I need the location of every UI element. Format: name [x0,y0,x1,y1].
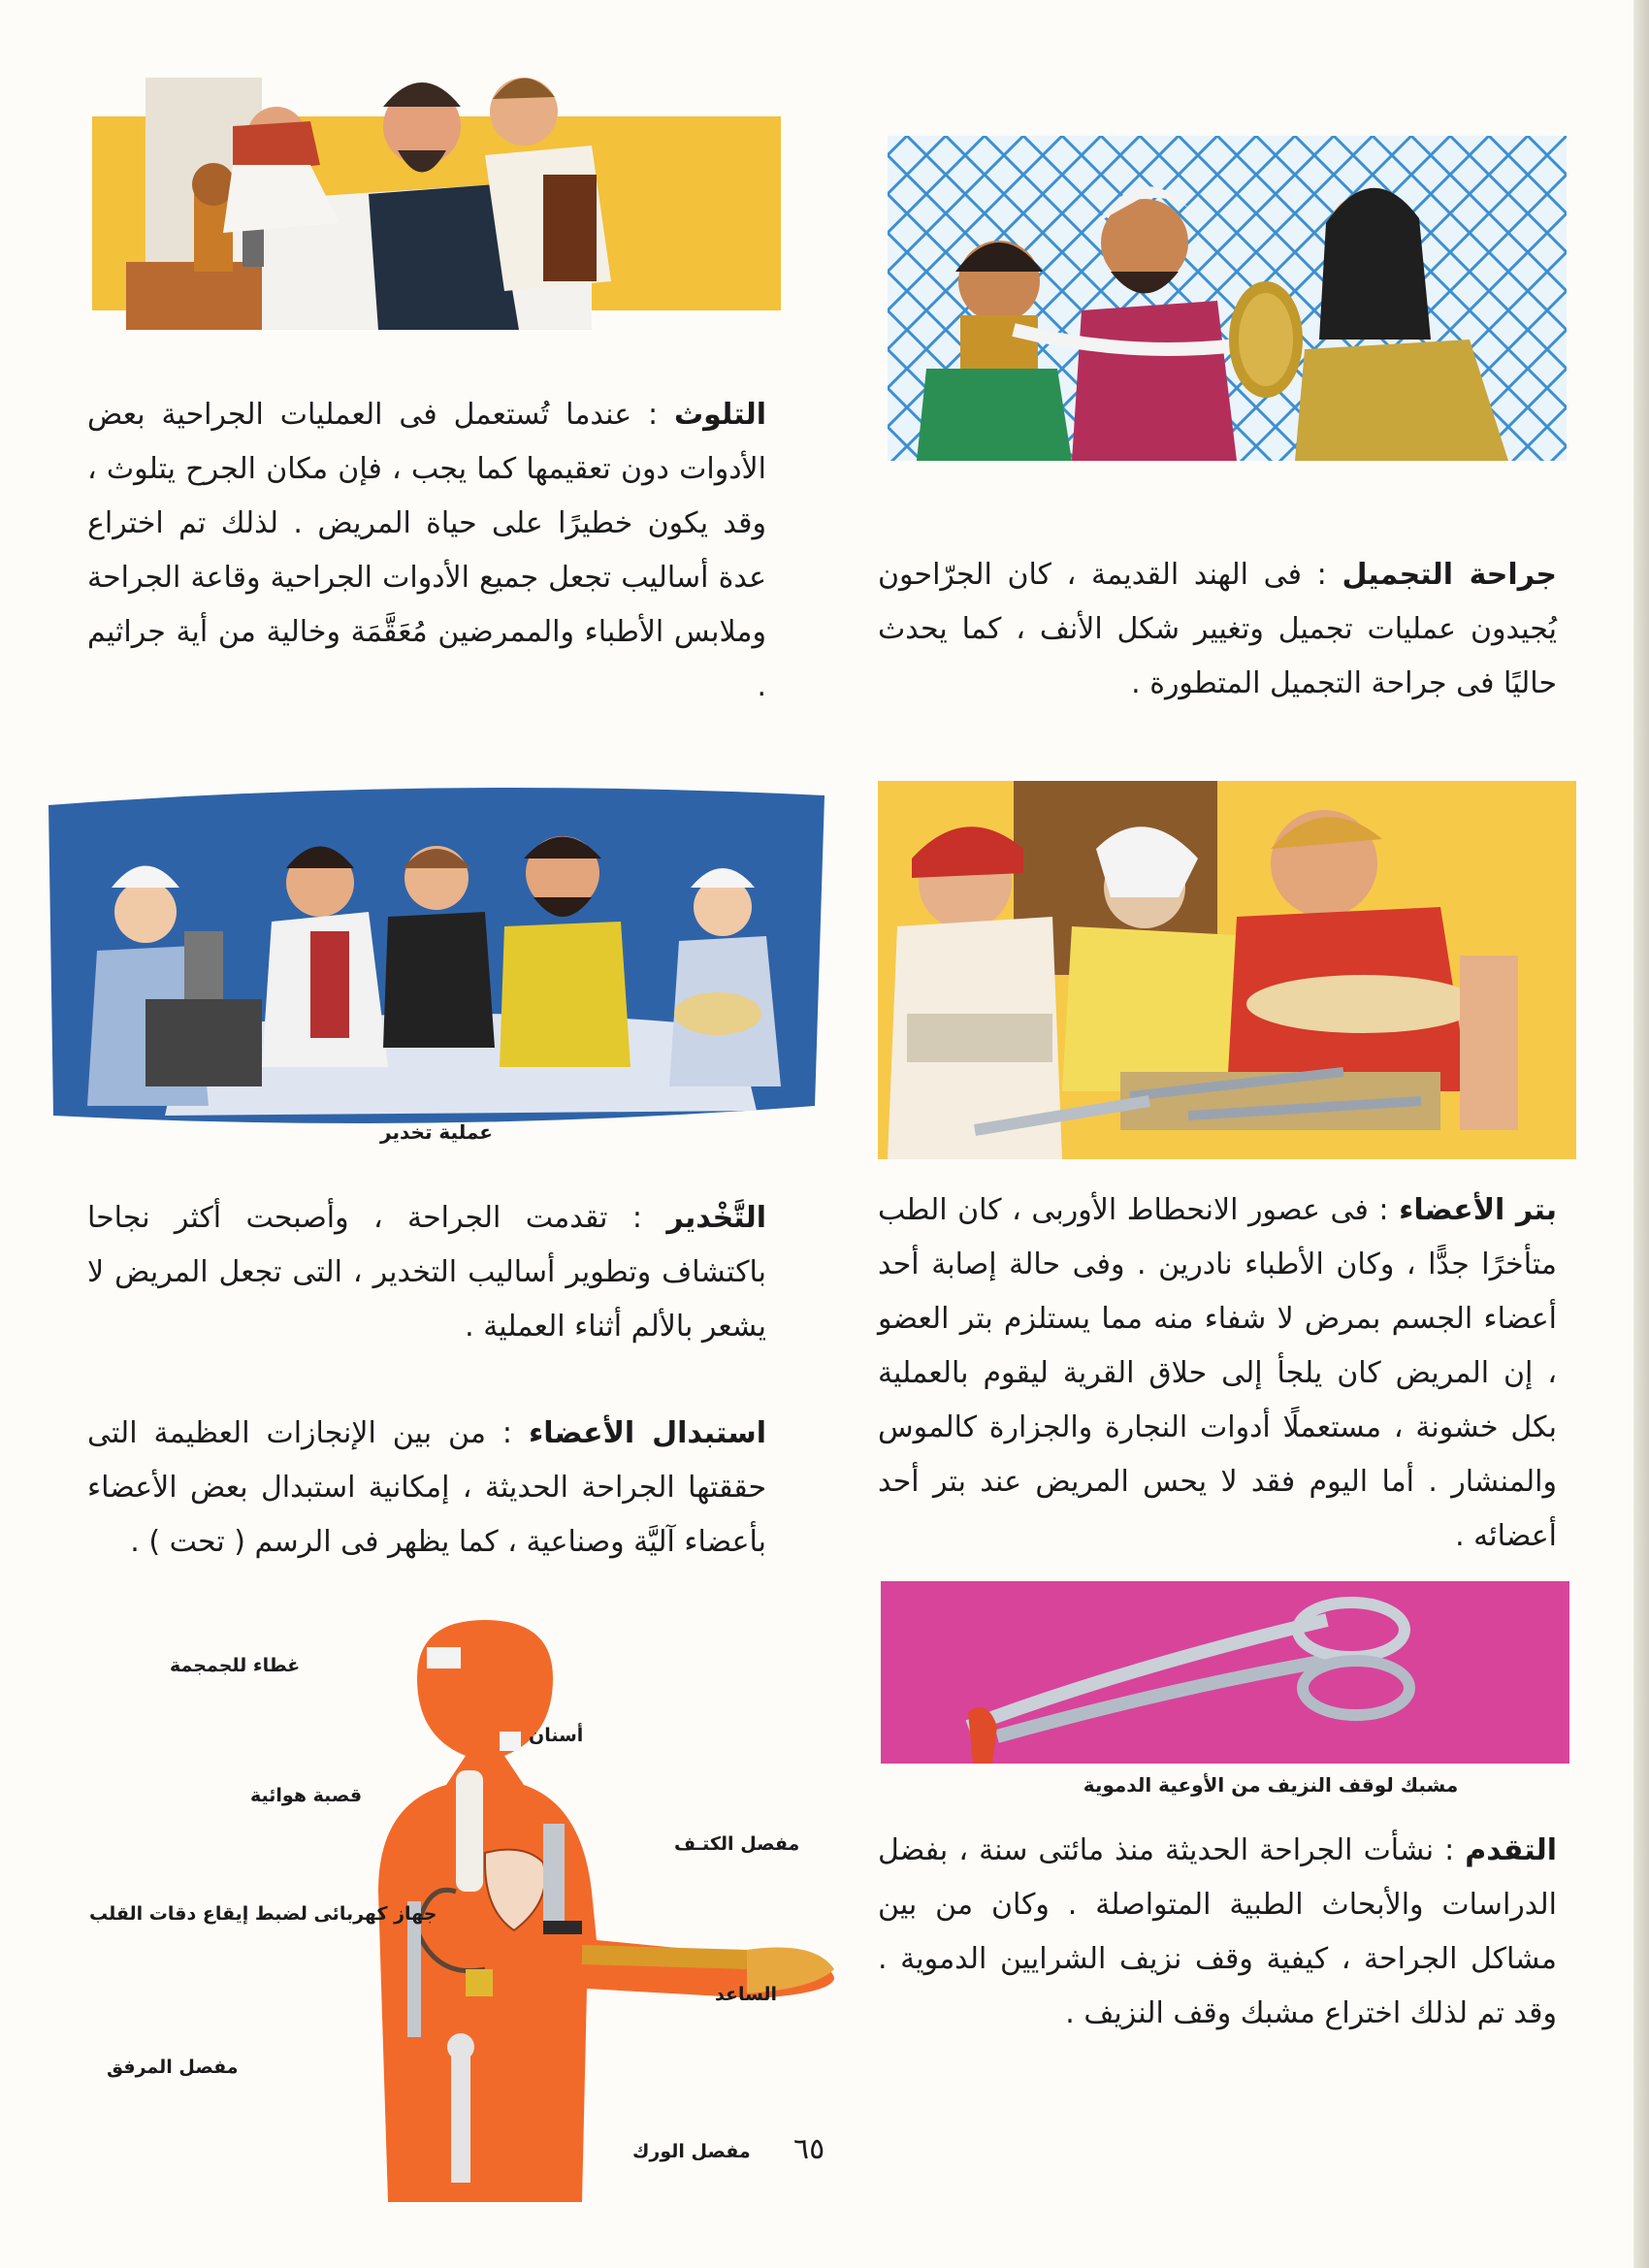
amputation-illustration [878,781,1576,1159]
clamp-illustration [881,1581,1569,1764]
label-trachea: قصبة هوائية [250,1785,363,1806]
cosmetic-term: جراحة التجميل [1342,558,1557,592]
progress-paragraph [878,1824,1557,2041]
label-pacemaker: جهاز كهربائى لضبط إيقاع دقات القلب [89,1903,437,1925]
anesthesia-text: : تقدمت الجراحة ، وأصبحت أكثر نجاحا باكتشاف وتطوير أساليب التخدير ، التى تجعل المريض لا يشعر بالألم أثناء العملية . [87,1201,766,1344]
progress-text: : نشأت الجراحة الحديثة منذ مائتى سنة ، بفضل الدراسات والأبحاث الطبية المتواصلة . وكان من بين مشاكل الجراحة ، كيفية وقف نزيف الشرايين الدموية . وقد تم لذلك اختراع مشبك وقف النزيف . [878,1833,1557,2030]
page-number: ٦٥ [793,2132,825,2166]
label-hip-joint: مفصل الورك [632,2141,751,2162]
cosmetic-text: : فى الهند القديمة ، كان الجرّاحون يُجيدون عمليات تجميل وتغيير شكل الأنف ، كما يحدث حاليًا فى جراحة التجميل المتطورة . [878,558,1557,700]
amputation-paragraph [878,1183,1557,1564]
cosmetic-paragraph [878,548,1557,711]
replacement-term: استبدال الأعضاء [528,1416,766,1450]
label-teeth: أسنان [529,1725,584,1746]
contamination-term: التلوث [674,398,766,432]
contamination-text: : عندما تُستعمل فى العمليات الجراحية بعض الأدوات دون تعقيمها كما يجب ، فإن مكان الجرح يتلوث ، وقد يكون خطيرًا على حياة المريض . لذلك تم اختراع عدة أساليب تجعل جميع الأدوات الجراحية وقاعة الجراحة وملابس الأطباء والممرضين مُعَقَّمَة وخالية من أية جراثيم . [87,398,766,703]
label-skull-cover: غطاء للجمجمة [170,1655,301,1676]
clamp-caption: مشبك لوقف النزيف من الأوعية الدموية [1083,1773,1459,1797]
label-elbow-joint: مفصل المرفق [107,2057,239,2078]
page-edge [1633,0,1649,2268]
amputation-term: بتر الأعضاء [1399,1193,1557,1227]
label-forearm: الساعد [715,1984,778,2005]
contamination-illustration [87,39,786,340]
contamination-paragraph [87,388,766,714]
replacement-text: : من بين الإنجازات العظيمة التى حققتها الجراحة الحديثة ، إمكانية استبدال بعض الأعضاء بأعضاء آليَّة وصناعية ، كما يظهر فى الرسم ( تحت ) . [87,1416,766,1559]
anesthesia-paragraph [87,1191,766,1354]
anesthesia-illustration [39,776,834,1135]
cosmetic-surgery-illustration [888,136,1567,461]
amputation-text: : فى عصور الانحطاط الأوربى ، كان الطب متأخرًا جدًّا ، وكان الأطباء نادرين . وفى حالة إصابة أحد أعضاء الجسم بمرض لا شفاء منه مما يستلزم بتر العضو ، إن المريض كان يلجأ إلى حلاق القرية ليقوم بالعملية بكل خشونة ، مستعملًا أدوات النجارة والجزارة كالموس والمنشار . أما اليوم فقد لا يحس المريض عند بتر أحد أعضائه . [878,1193,1557,1553]
label-shoulder-joint: مفصل الكتـف [674,1833,800,1855]
anesthesia-caption: عملية تخدير [380,1120,493,1144]
progress-term: التقدم [1465,1833,1557,1867]
anesthesia-term: التَّخْدير [666,1201,766,1235]
replacement-paragraph [87,1407,766,1570]
